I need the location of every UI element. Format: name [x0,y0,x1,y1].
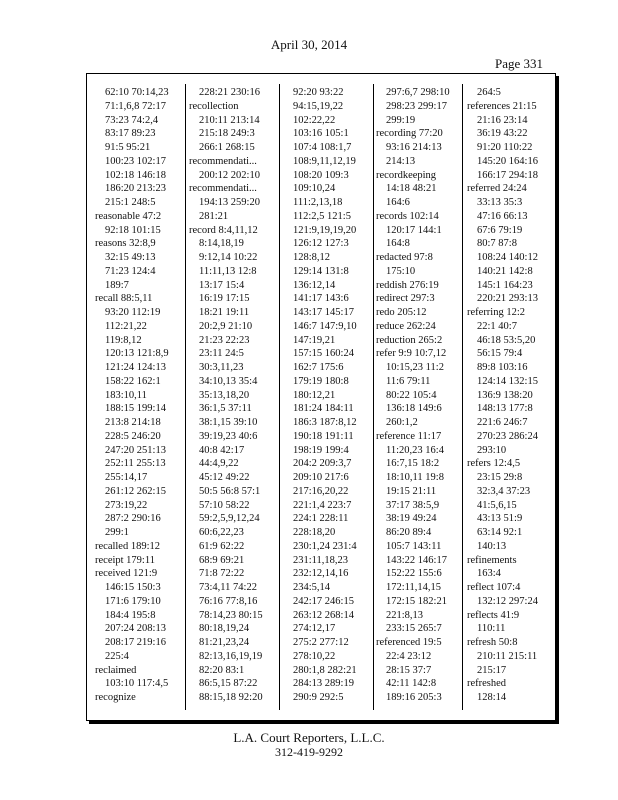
index-locator-line: 93:20 112:19 [105,307,161,318]
index-locator-line: 61:9 62:22 [199,540,245,552]
index-locator-line: 162:7 175:6 [293,362,344,373]
index-locator-line: 181:24 184:11 [293,403,354,415]
index-locator-line: 36:19 43:22 [477,128,528,140]
index-locator-line: 22:4 23:12 [386,650,432,662]
index-term-line: records 102:14 [376,210,439,222]
index-locator-line: 88:15,18 92:20 [199,692,263,703]
index-locator-line: 179:19 180:8 [293,375,349,387]
index-locator-line: 281:21 [199,210,229,222]
index-term-line: receipt 179:11 [95,554,155,566]
index-locator-line: 172:15 182:21 [386,595,447,607]
index-locator-line: 35:13,18,20 [199,389,250,401]
index-locator-line: 30:3,11,23 [199,362,244,373]
index-locator-line: 146:15 150:3 [105,582,161,593]
index-locator-line: 71:23 124:4 [105,265,156,277]
index-term-line: received 121:9 [95,568,158,580]
index-locator-line: 158:22 162:1 [105,375,161,387]
index-locator-line: 136:18 149:6 [386,403,442,415]
index-locator-line: 164:8 [386,238,410,250]
index-term-line: reddish 276:19 [376,279,439,291]
index-locator-line: 143:22 146:17 [386,554,447,566]
index-locator-line: 225:4 [105,650,129,662]
index-locator-line: 112:21,22 [105,320,147,332]
index-locator-line: 22:1 40:7 [477,320,517,332]
index-locator-line: 103:16 105:1 [293,128,349,140]
index-locator-line: 129:14 131:8 [293,265,349,277]
footer-company: L.A. Court Reporters, L.L.C. [233,730,385,745]
index-locator-line: 228:18,20 [293,527,336,538]
index-locator-line: 128:8,12 [293,252,331,263]
index-locator-line: 263:12 268:14 [293,609,354,621]
index-locator-line: 231:11,18,23 [293,554,349,566]
index-term-line: recommendati... [189,183,257,195]
index-locator-line: 105:7 143:11 [386,540,442,552]
index-term-line: reflects 41:9 [467,609,520,621]
index-column-1 [95,86,185,705]
index-locator-line: 110:11 [477,623,506,635]
index-term-line: reduction 265:2 [376,334,443,346]
index-locator-line: 120:17 144:1 [386,224,442,236]
index-locator-line: 210:11 215:11 [477,650,538,662]
index-locator-line: 111:2,13,18 [293,197,343,208]
index-locator-line: 109:10,24 [293,183,336,195]
index-locator-line: 207:24 208:13 [105,623,166,635]
index-term-line: recommendati... [189,155,257,167]
index-locator-line: 121:24 124:13 [105,362,166,373]
index-term-line: redacted 97:8 [376,252,433,263]
index-locator-line: 189:7 [105,279,129,291]
index-locator-line: 188:15 199:14 [105,403,166,415]
index-term-line: refer 9:9 10:7,12 [376,348,447,360]
index-locator-line: 120:13 121:8,9 [105,348,169,360]
index-locator-line: 38:19 49:24 [386,513,437,525]
index-locator-line: 81:21,23,24 [199,637,250,648]
index-locator-line: 92:18 101:15 [105,224,161,236]
index-locator-line: 220:21 293:13 [477,293,538,305]
index-term-line: redirect 297:3 [376,293,435,305]
index-locator-line: 39:19,23 40:6 [199,430,258,442]
index-term-line: recalled 189:12 [95,540,161,552]
index-locator-line: 280:1,8 282:21 [293,664,357,676]
index-locator-line: 209:10 217:6 [293,472,349,483]
index-locator-line: 184:4 195:8 [105,609,156,621]
index-locator-line: 124:14 132:15 [477,375,538,387]
index-locator-line: 278:10,22 [293,650,336,662]
index-locator-line: 230:1,24 231:4 [293,540,357,552]
index-locator-line: 19:15 21:11 [386,485,437,497]
index-locator-line: 34:10,13 35:4 [199,375,258,387]
index-term-line: referenced 19:5 [376,637,442,648]
index-locator-line: 228:21 230:16 [199,87,260,98]
index-locator-line: 38:1,15 39:10 [199,417,258,428]
index-locator-line: 23:15 29:8 [477,472,523,483]
index-locator-line: 21:23 22:23 [199,334,250,346]
index-locator-line: 93:16 214:13 [386,142,442,153]
index-locator-line: 128:14 [477,692,507,703]
index-locator-line: 221:1,4 223:7 [293,499,352,511]
index-locator-line: 172:11,14,15 [386,582,442,593]
index-locator-line: 37:17 38:5,9 [386,499,440,511]
index-locator-line: 213:8 214:18 [105,417,161,428]
index-locator-line: 284:13 289:19 [293,678,354,690]
index-locator-line: 86:20 89:4 [386,527,432,538]
index-locator-line: 152:22 155:6 [386,568,442,580]
index-locator-line: 140:13 [477,540,507,552]
index-locator-line: 73:4,11 74:22 [199,582,257,593]
index-locator-line: 62:10 70:14,23 [105,87,169,98]
index-locator-line: 166:17 294:18 [477,169,538,181]
index-term-line: recollection [189,100,239,112]
index-locator-line: 141:17 143:6 [293,293,349,305]
index-locator-line: 247:20 251:13 [105,444,166,456]
index-term-line: reference 11:17 [376,430,442,442]
index-locator-line: 140:21 142:8 [477,265,533,277]
index-locator-line: 8:14,18,19 [199,238,244,250]
index-locator-line: 32:15 49:13 [105,252,156,263]
index-locator-line: 41:5,6,15 [477,499,517,511]
index-locator-line: 146:7 147:9,10 [293,320,357,332]
index-locator-line: 56:15 79:4 [477,348,523,360]
index-locator-line: 18:21 19:11 [199,307,250,318]
index-locator-line: 59:2,5,9,12,24 [199,513,260,525]
index-locator-line: 208:17 219:16 [105,637,166,648]
index-locator-line: 261:12 262:15 [105,485,166,497]
index-term-line: referring 12:2 [467,307,526,318]
index-locator-line: 60:6,22,23 [199,527,244,538]
index-term-line: recognize [95,692,136,703]
index-locator-line: 46:18 53:5,20 [477,334,536,346]
index-term-line: reflect 107:4 [467,582,521,593]
index-locator-line: 234:5,14 [293,582,331,593]
index-locator-line: 121:9,19,19,20 [293,224,357,236]
index-locator-line: 194:13 259:20 [199,197,260,208]
index-locator-line: 80:7 87:8 [477,238,517,250]
index-locator-line: 108:24 140:12 [477,252,538,263]
index-locator-line: 214:13 [386,155,416,167]
index-column-5 [467,86,557,705]
index-locator-line: 215:18 249:3 [199,128,255,140]
page-number: Page 331 [495,56,544,71]
index-locator-line: 266:1 268:15 [199,142,255,153]
index-locator-line: 80:22 105:4 [386,389,437,401]
column-divider [185,84,186,710]
index-locator-line: 233:15 265:7 [386,623,442,635]
index-locator-line: 264:5 [477,87,501,98]
index-locator-line: 78:14,23 80:15 [199,609,263,621]
index-locator-line: 57:10 58:22 [199,499,250,511]
index-locator-line: 136:9 138:20 [477,389,533,401]
index-locator-line: 147:19,21 [293,334,336,346]
index-locator-line: 217:16,20,22 [293,485,349,497]
index-locator-line: 275:2 277:12 [293,637,349,648]
index-locator-line: 83:17 89:23 [105,128,156,140]
index-locator-line: 21:16 23:14 [477,114,528,126]
index-term-line: recording 77:20 [376,128,443,140]
index-locator-line: 143:17 145:17 [293,307,354,318]
index-column-4 [376,86,466,705]
index-locator-line: 299:1 [105,527,129,538]
index-locator-line: 91:20 110:22 [477,142,533,153]
index-term-line: refresh 50:8 [467,637,518,648]
index-locator-line: 255:14,17 [105,472,148,483]
index-locator-line: 221:6 246:7 [477,417,528,428]
index-locator-line: 28:15 37:7 [386,664,432,676]
index-locator-line: 171:6 179:10 [105,595,161,607]
index-locator-line: 36:1,5 37:11 [199,403,252,415]
index-locator-line: 18:10,11 19:8 [386,472,444,483]
index-locator-line: 198:19 199:4 [293,444,349,456]
index-locator-line: 215:1 248:5 [105,197,156,208]
index-locator-line: 200:12 202:10 [199,169,260,181]
index-locator-line: 23:11 24:5 [199,348,244,360]
index-locator-line: 164:6 [386,197,410,208]
index-locator-line: 215:17 [477,664,507,676]
index-locator-line: 180:12,21 [293,389,336,401]
index-locator-line: 145:20 164:16 [477,155,538,167]
index-locator-line: 260:1,2 [386,417,418,428]
index-locator-line: 210:11 213:14 [199,114,260,126]
index-locator-line: 102:18 146:18 [105,169,166,181]
index-locator-line: 270:23 286:24 [477,430,538,442]
index-locator-line: 221:8,13 [386,609,424,621]
index-locator-line: 175:10 [386,265,416,277]
index-locator-line: 73:23 74:2,4 [105,114,159,126]
index-term-line: record 8:4,11,12 [189,224,258,236]
index-locator-line: 33:13 35:3 [477,197,523,208]
index-locator-line: 103:10 117:4,5 [105,678,169,690]
index-locator-line: 11:6 79:11 [386,375,431,387]
index-locator-line: 189:16 205:3 [386,692,442,703]
index-locator-line: 224:1 228:11 [293,513,349,525]
index-locator-line: 32:3,4 37:23 [477,485,531,497]
index-locator-line: 157:15 160:24 [293,348,354,360]
index-locator-line: 252:11 255:13 [105,458,166,470]
index-locator-line: 100:23 102:17 [105,155,166,167]
index-locator-line: 82:20 83:1 [199,664,245,676]
index-locator-line: 86:5,15 87:22 [199,678,258,690]
index-locator-line: 136:12,14 [293,279,336,291]
index-locator-line: 287:2 290:16 [105,513,161,525]
index-locator-line: 20:2,9 21:10 [199,320,253,332]
index-locator-line: 163:4 [477,568,501,580]
index-locator-line: 16:19 17:15 [199,293,250,305]
index-locator-line: 186:20 213:23 [105,183,166,195]
index-locator-line: 89:8 103:16 [477,362,528,373]
index-locator-line: 112:2,5 121:5 [293,210,351,222]
index-locator-line: 40:8 42:17 [199,444,245,456]
index-column-2 [189,86,279,705]
page-date: April 30, 2014 [270,37,348,52]
index-locator-line: 50:5 56:8 57:1 [199,485,261,497]
index-term-line: reduce 262:24 [376,320,436,332]
index-locator-line: 108:20 109:3 [293,169,349,181]
index-term-line: redo 205:12 [376,307,427,318]
index-locator-line: 186:3 187:8,12 [293,417,357,428]
index-locator-line: 42:11 142:8 [386,678,437,690]
index-locator-line: 293:10 [477,444,507,456]
index-locator-line: 290:9 292:5 [293,692,344,703]
index-term-line: references 21:15 [467,100,537,112]
column-divider [279,84,280,710]
index-locator-line: 108:9,11,12,19 [293,155,356,167]
index-locator-line: 94:15,19,22 [293,100,344,112]
index-locator-line: 13:17 15:4 [199,279,245,291]
footer-phone: 312-419-9292 [275,745,343,759]
index-locator-line: 126:12 127:3 [293,238,349,250]
index-locator-line: 82:13,16,19,19 [199,650,263,662]
column-divider [373,84,374,710]
index-locator-line: 232:12,14,16 [293,568,349,580]
index-term-line: reasons 32:8,9 [95,238,156,250]
index-locator-line: 107:4 108:1,7 [293,142,352,153]
index-locator-line: 273:19,22 [105,499,148,511]
index-locator-line: 132:12 297:24 [477,595,538,607]
index-term-line: recordkeeping [376,169,437,181]
index-locator-line: 10:15,23 11:2 [386,362,444,373]
index-locator-line: 242:17 246:15 [293,595,354,607]
index-locator-line: 148:13 177:8 [477,403,533,415]
index-term-line: refers 12:4,5 [467,458,521,470]
index-locator-line: 11:20,23 16:4 [386,444,444,456]
index-locator-line: 43:13 51:9 [477,513,523,525]
index-column-3 [283,86,373,705]
index-term-line: reasonable 47:2 [95,210,162,222]
index-term-line: refinements [467,554,517,566]
index-locator-line: 183:10,11 [105,389,147,401]
index-locator-line: 14:18 48:21 [386,183,437,195]
index-term-line: reclaimed [95,664,137,676]
index-locator-line: 16:7,15 18:2 [386,458,440,470]
index-term-line: recall 88:5,11 [95,293,153,305]
index-locator-line: 228:5 246:20 [105,430,161,442]
index-locator-line: 190:18 191:11 [293,430,354,442]
index-locator-line: 298:23 299:17 [386,100,447,112]
index-locator-line: 274:12,17 [293,623,336,635]
index-locator-line: 47:16 66:13 [477,210,528,222]
index-locator-line: 91:5 95:21 [105,142,151,153]
index-locator-line: 71:8 72:22 [199,568,245,580]
index-locator-line: 299:19 [386,114,416,126]
index-locator-line: 80:18,19,24 [199,623,250,635]
index-locator-line: 68:9 69:21 [199,554,245,566]
index-locator-line: 92:20 93:22 [293,87,344,98]
index-term-line: referred 24:24 [467,183,527,195]
index-term-line: refreshed [467,678,507,690]
index-locator-line: 9:12,14 10:22 [199,252,258,263]
index-locator-line: 11:11,13 12:8 [199,265,257,277]
index-locator-line: 45:12 49:22 [199,472,250,483]
index-locator-line: 102:22,22 [293,114,336,126]
index-locator-line: 71:1,6,8 72:17 [105,100,166,112]
index-locator-line: 63:14 92:1 [477,527,523,538]
index-locator-line: 67:6 79:19 [477,224,523,236]
index-locator-line: 44:4,9,22 [199,458,239,470]
index-locator-line: 204:2 209:3,7 [293,458,352,470]
index-locator-line: 76:16 77:8,16 [199,595,258,607]
index-locator-line: 145:1 164:23 [477,279,533,291]
index-locator-line: 119:8,12 [105,334,142,346]
index-locator-line: 297:6,7 298:10 [386,87,450,98]
